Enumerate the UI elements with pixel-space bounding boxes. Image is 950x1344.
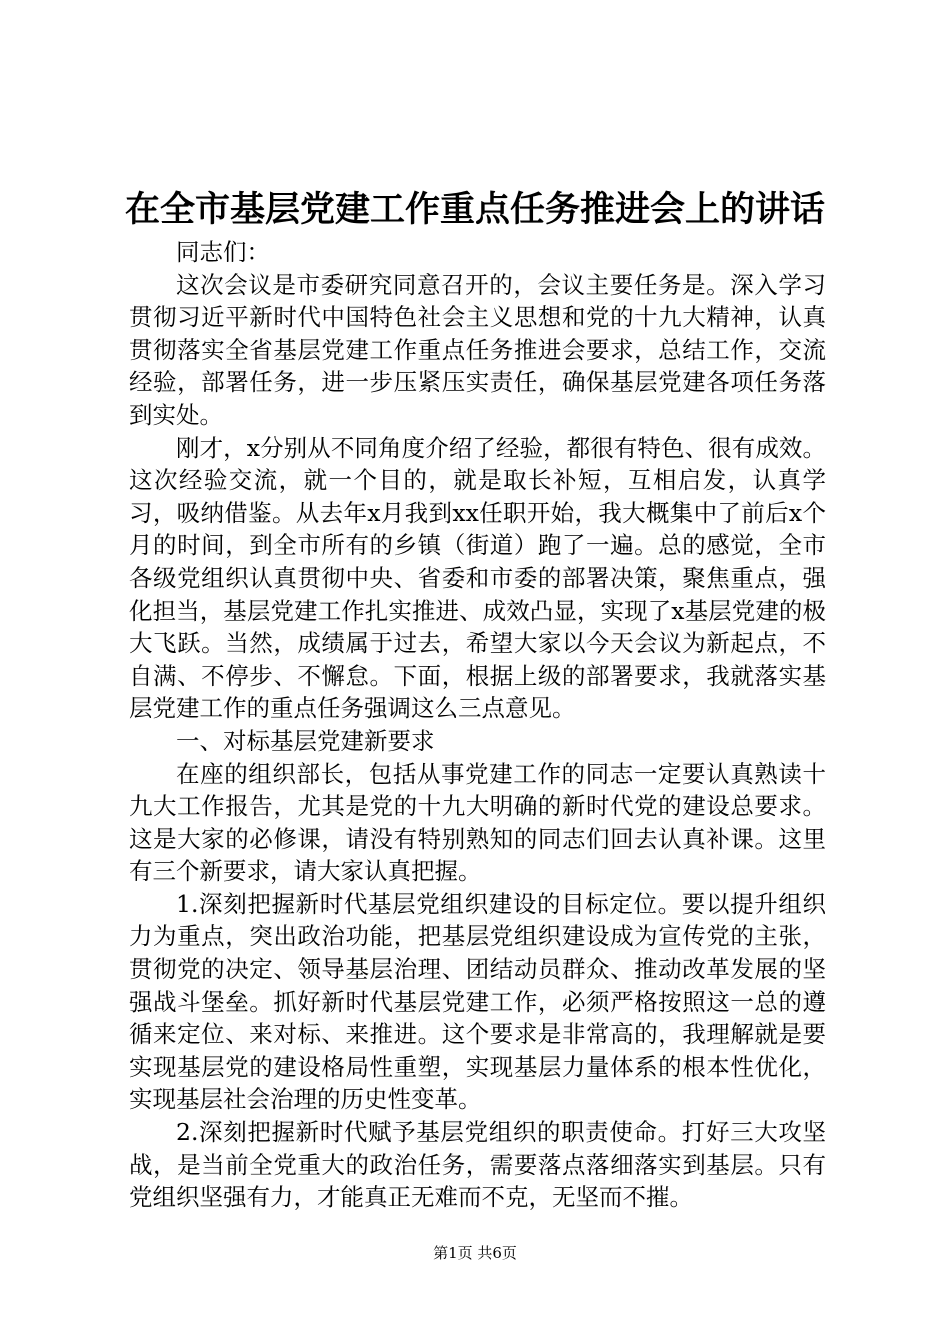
section-heading: 一、对标基层党建新要求 (176, 726, 435, 755)
document-title: 在全市基层党建工作重点任务推进会上的讲话 (124, 190, 825, 230)
document-body (129, 236, 826, 1214)
page-number: 第1页 共6页 (433, 1244, 517, 1262)
paragraph: 刚才，x分别从不同角度介绍了经验，都很有特色、很有成效。这次经验交流，就一个目的，就是取长补短，互相启发，认真学习，吸纳借鉴。从去年x月我到xx任职开始，我大概集中了前后x个月的时间，到全市所有的乡镇（街道）跑了一遍。总的感觉，全市各级党组织认真贯彻中央、省委和市委的部署决策，聚焦重点，强化担当，基层党建工作扎实推进、成效凸显，实现了x基层党建的极大飞跃。当然，成绩属于过去，希望大家以今天会议为新起点，不自满、不停步、不懈怠。下面，根据上级的部署要求，我就落实基层党建工作的重点任务强调这么三点意见。 (129, 433, 826, 723)
paragraph: 这次会议是市委研究同意召开的，会议主要任务是。深入学习贯彻习近平新时代中国特色社会主义思想和党的十九大精神，认真贯彻落实全省基层党建工作重点任务推进会要求，总结工作，交流经验，部署任务，进一步压紧压实责任，确保基层党建各项任务落到实处。 (129, 270, 826, 429)
paragraph: 2.深刻把握新时代赋予基层党组织的职责使命。打好三大攻坚战，是当前全党重大的政治任务，需要落点落细落实到基层。只有党组织坚强有力，才能真正无难而不克，无坚而不摧。 (129, 1118, 826, 1212)
salutation: 同志们： (176, 238, 270, 266)
paragraph: 1.深刻把握新时代基层党组织建设的目标定位。要以提升组织力为重点，突出政治功能，把基层党组织建设成为宣传党的主张，贯彻党的决定、领导基层治理、团结动员群众、推动改革发展的坚强战斗堡垒。抓好新时代基层党建工作，必须严格按照这一总的遵循来定位、来对标、来推进。这个要求是非常高的，我理解就是要实现基层党的建设格局性重塑，实现基层力量体系的根本性优化，实现基层社会治理的历史性变革。 (129, 889, 826, 1114)
paragraph: 在座的组织部长，包括从事党建工作的同志一定要认真熟读十九大工作报告，尤其是党的十九大明确的新时代党的建设总要求。这是大家的必修课，请没有特别熟知的同志们回去认真补课。这里有三个新要求，请大家认真把握。 (129, 759, 826, 886)
